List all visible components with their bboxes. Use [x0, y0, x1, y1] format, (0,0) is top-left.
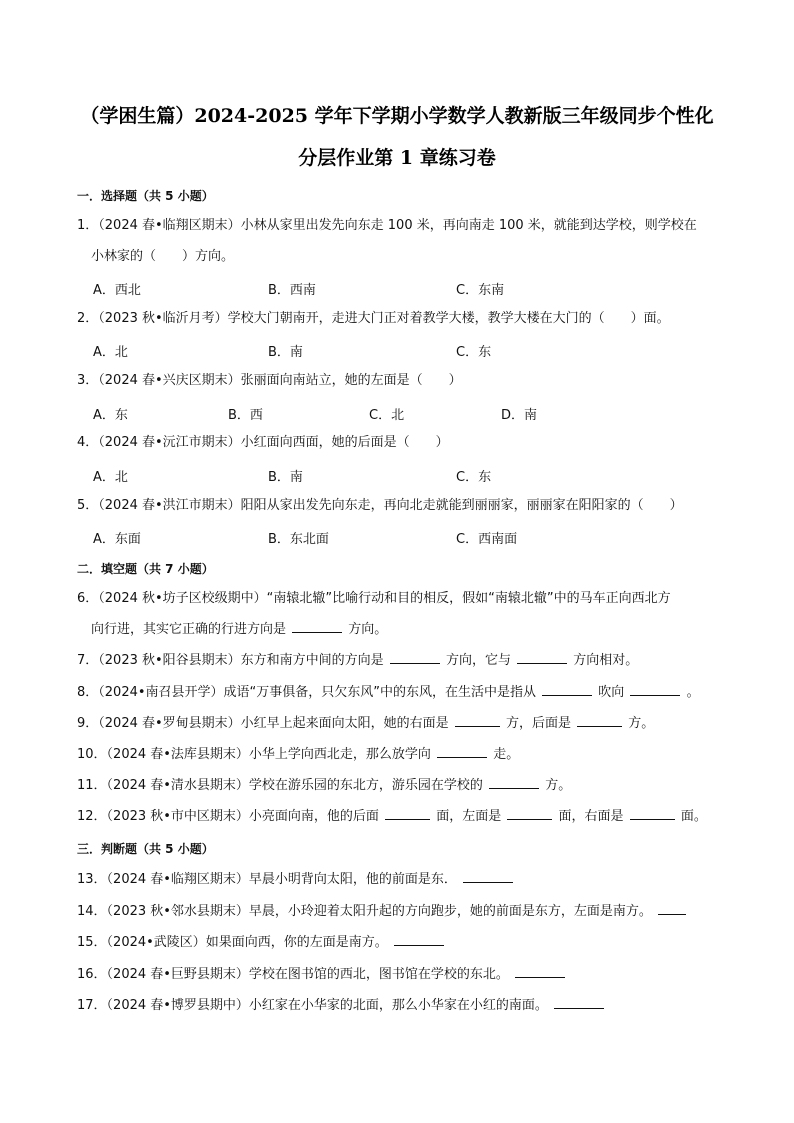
question-3: [77, 365, 727, 396]
question-6: [77, 583, 727, 645]
question-1-line1: 1．（2024 春•临翔区期末）小林从家里出发先向东走 100 米，再向南走 100 米，就能到达学校，则学校在: [77, 218, 697, 233]
answer-blank[interactable]: [455, 712, 500, 727]
answer-blank[interactable]: [658, 900, 686, 915]
answer-blank[interactable]: [463, 868, 513, 883]
option-b[interactable]: B．东北面: [268, 532, 329, 547]
option-b[interactable]: B．南: [268, 345, 303, 360]
option-d[interactable]: D．南: [501, 408, 538, 423]
question-6-line1: 6．（2024 秋•坊子区校级期中）“南辕北辙”比喻行动和目的相反，假如“南辕北辙”中的马车正向西北方: [77, 591, 671, 606]
answer-blank[interactable]: [577, 712, 622, 727]
answer-blank[interactable]: [292, 618, 342, 633]
section-judge-heading: 三．判断题（共 5 小题）: [77, 842, 214, 856]
document-title-line1: （学困生篇）2024-2025 学年下学期小学数学人教新版三年级同步个性化: [80, 105, 714, 127]
question-5-text: 5．（2024 春•洪江市期末）阳阳从家出发先向东走，再向北走就能到丽丽家，丽丽家在阳阳家的（ ）: [77, 498, 683, 513]
answer-blank[interactable]: [517, 649, 567, 664]
option-a[interactable]: A．北: [93, 470, 128, 485]
question-5: [77, 490, 727, 521]
question-4-options: [93, 466, 713, 486]
section-choice-heading: 一．选择题（共 5 小题）: [77, 189, 214, 203]
document-title-line2: 分层作业第 1 章练习卷: [298, 147, 496, 169]
answer-blank[interactable]: [489, 774, 539, 789]
option-c[interactable]: C．东南: [456, 283, 505, 298]
question-3-text: 3．（2024 春•兴庆区期末）张丽面向南站立，她的左面是（ ）: [77, 373, 462, 388]
answer-blank[interactable]: [437, 743, 487, 758]
answer-blank[interactable]: [385, 805, 430, 820]
question-4-text: 4．（2024 春•沅江市期末）小红面向西面，她的后面是（ ）: [77, 435, 449, 450]
option-c[interactable]: C．北: [369, 408, 405, 423]
question-14: 14．（2023 秋•邻水县期末）早晨，小玲迎着太阳升起的方向跑步，她的前面是东方，左面是南方。: [77, 896, 757, 927]
question-2-text: 2．（2023 秋•临沂月考）学校大门朝南开，走进大门正对着教学大楼，教学大楼在大门的（ ）面。: [77, 311, 670, 326]
question-12: 12．（2023 秋•市中区期末）小亮面向南，他的后面 面，左面是 面，右面是 面。: [77, 801, 727, 832]
option-a[interactable]: A．东: [93, 408, 128, 423]
question-7: 7．（2023 秋•阳谷县期末）东方和南方中间的方向是 方向，它与 方向相对。: [77, 645, 727, 676]
answer-blank[interactable]: [630, 681, 680, 696]
option-b[interactable]: B．西南: [268, 283, 316, 298]
question-2-options: [93, 341, 713, 361]
question-1-line2: 小林家的（ ）方向。: [91, 249, 235, 264]
question-10: 10．（2024 春•法库县期末）小华上学向西北走，那么放学向 走。: [77, 739, 727, 770]
answer-blank[interactable]: [390, 649, 440, 664]
answer-blank[interactable]: [630, 805, 675, 820]
question-9: 9．（2024 春•罗甸县期末）小红早上起来面向太阳，她的右面是 方，后面是 方。: [77, 708, 727, 739]
question-2: [77, 303, 727, 334]
option-c[interactable]: C．东: [456, 470, 492, 485]
question-6-line2: 向行进，其实它正确的行进方向是 方向。: [77, 614, 727, 645]
question-5-options: [93, 528, 713, 548]
answer-blank[interactable]: [507, 805, 552, 820]
answer-blank[interactable]: [394, 931, 444, 946]
question-3-options: [93, 404, 713, 424]
option-a[interactable]: A．西北: [93, 283, 141, 298]
question-11: 11．（2024 春•清水县期末）学校在游乐园的东北方，游乐园在学校的 方。: [77, 770, 727, 801]
section-fill-heading: 二．填空题（共 7 小题）: [77, 562, 214, 576]
option-b[interactable]: B．南: [268, 470, 303, 485]
option-c[interactable]: C．东: [456, 345, 492, 360]
question-1: [77, 210, 727, 272]
question-15: 15．（2024•武陵区）如果面向西，你的左面是南方。: [77, 927, 727, 958]
question-4: [77, 427, 727, 458]
question-13: 13．（2024 春•临翔区期末）早晨小明背向太阳，他的前面是东．: [77, 864, 727, 895]
option-c[interactable]: C．西南面: [456, 532, 518, 547]
question-8: 8．（2024•南召县开学）成语“万事俱备，只欠东风”中的东风，在生活中是指从 吹向 。: [77, 677, 757, 708]
question-1-options: [93, 279, 713, 299]
question-16: 16．（2024 春•巨野县期末）学校在图书馆的西北，图书馆在学校的东北。: [77, 959, 727, 990]
answer-blank[interactable]: [542, 681, 592, 696]
option-a[interactable]: A．东面: [93, 532, 141, 547]
answer-blank[interactable]: [515, 963, 565, 978]
option-b[interactable]: B．西: [228, 408, 263, 423]
option-a[interactable]: A．北: [93, 345, 128, 360]
question-17: 17．（2024 春•博罗县期中）小红家在小华家的北面，那么小华家在小红的南面。: [77, 990, 727, 1021]
answer-blank[interactable]: [554, 994, 604, 1009]
